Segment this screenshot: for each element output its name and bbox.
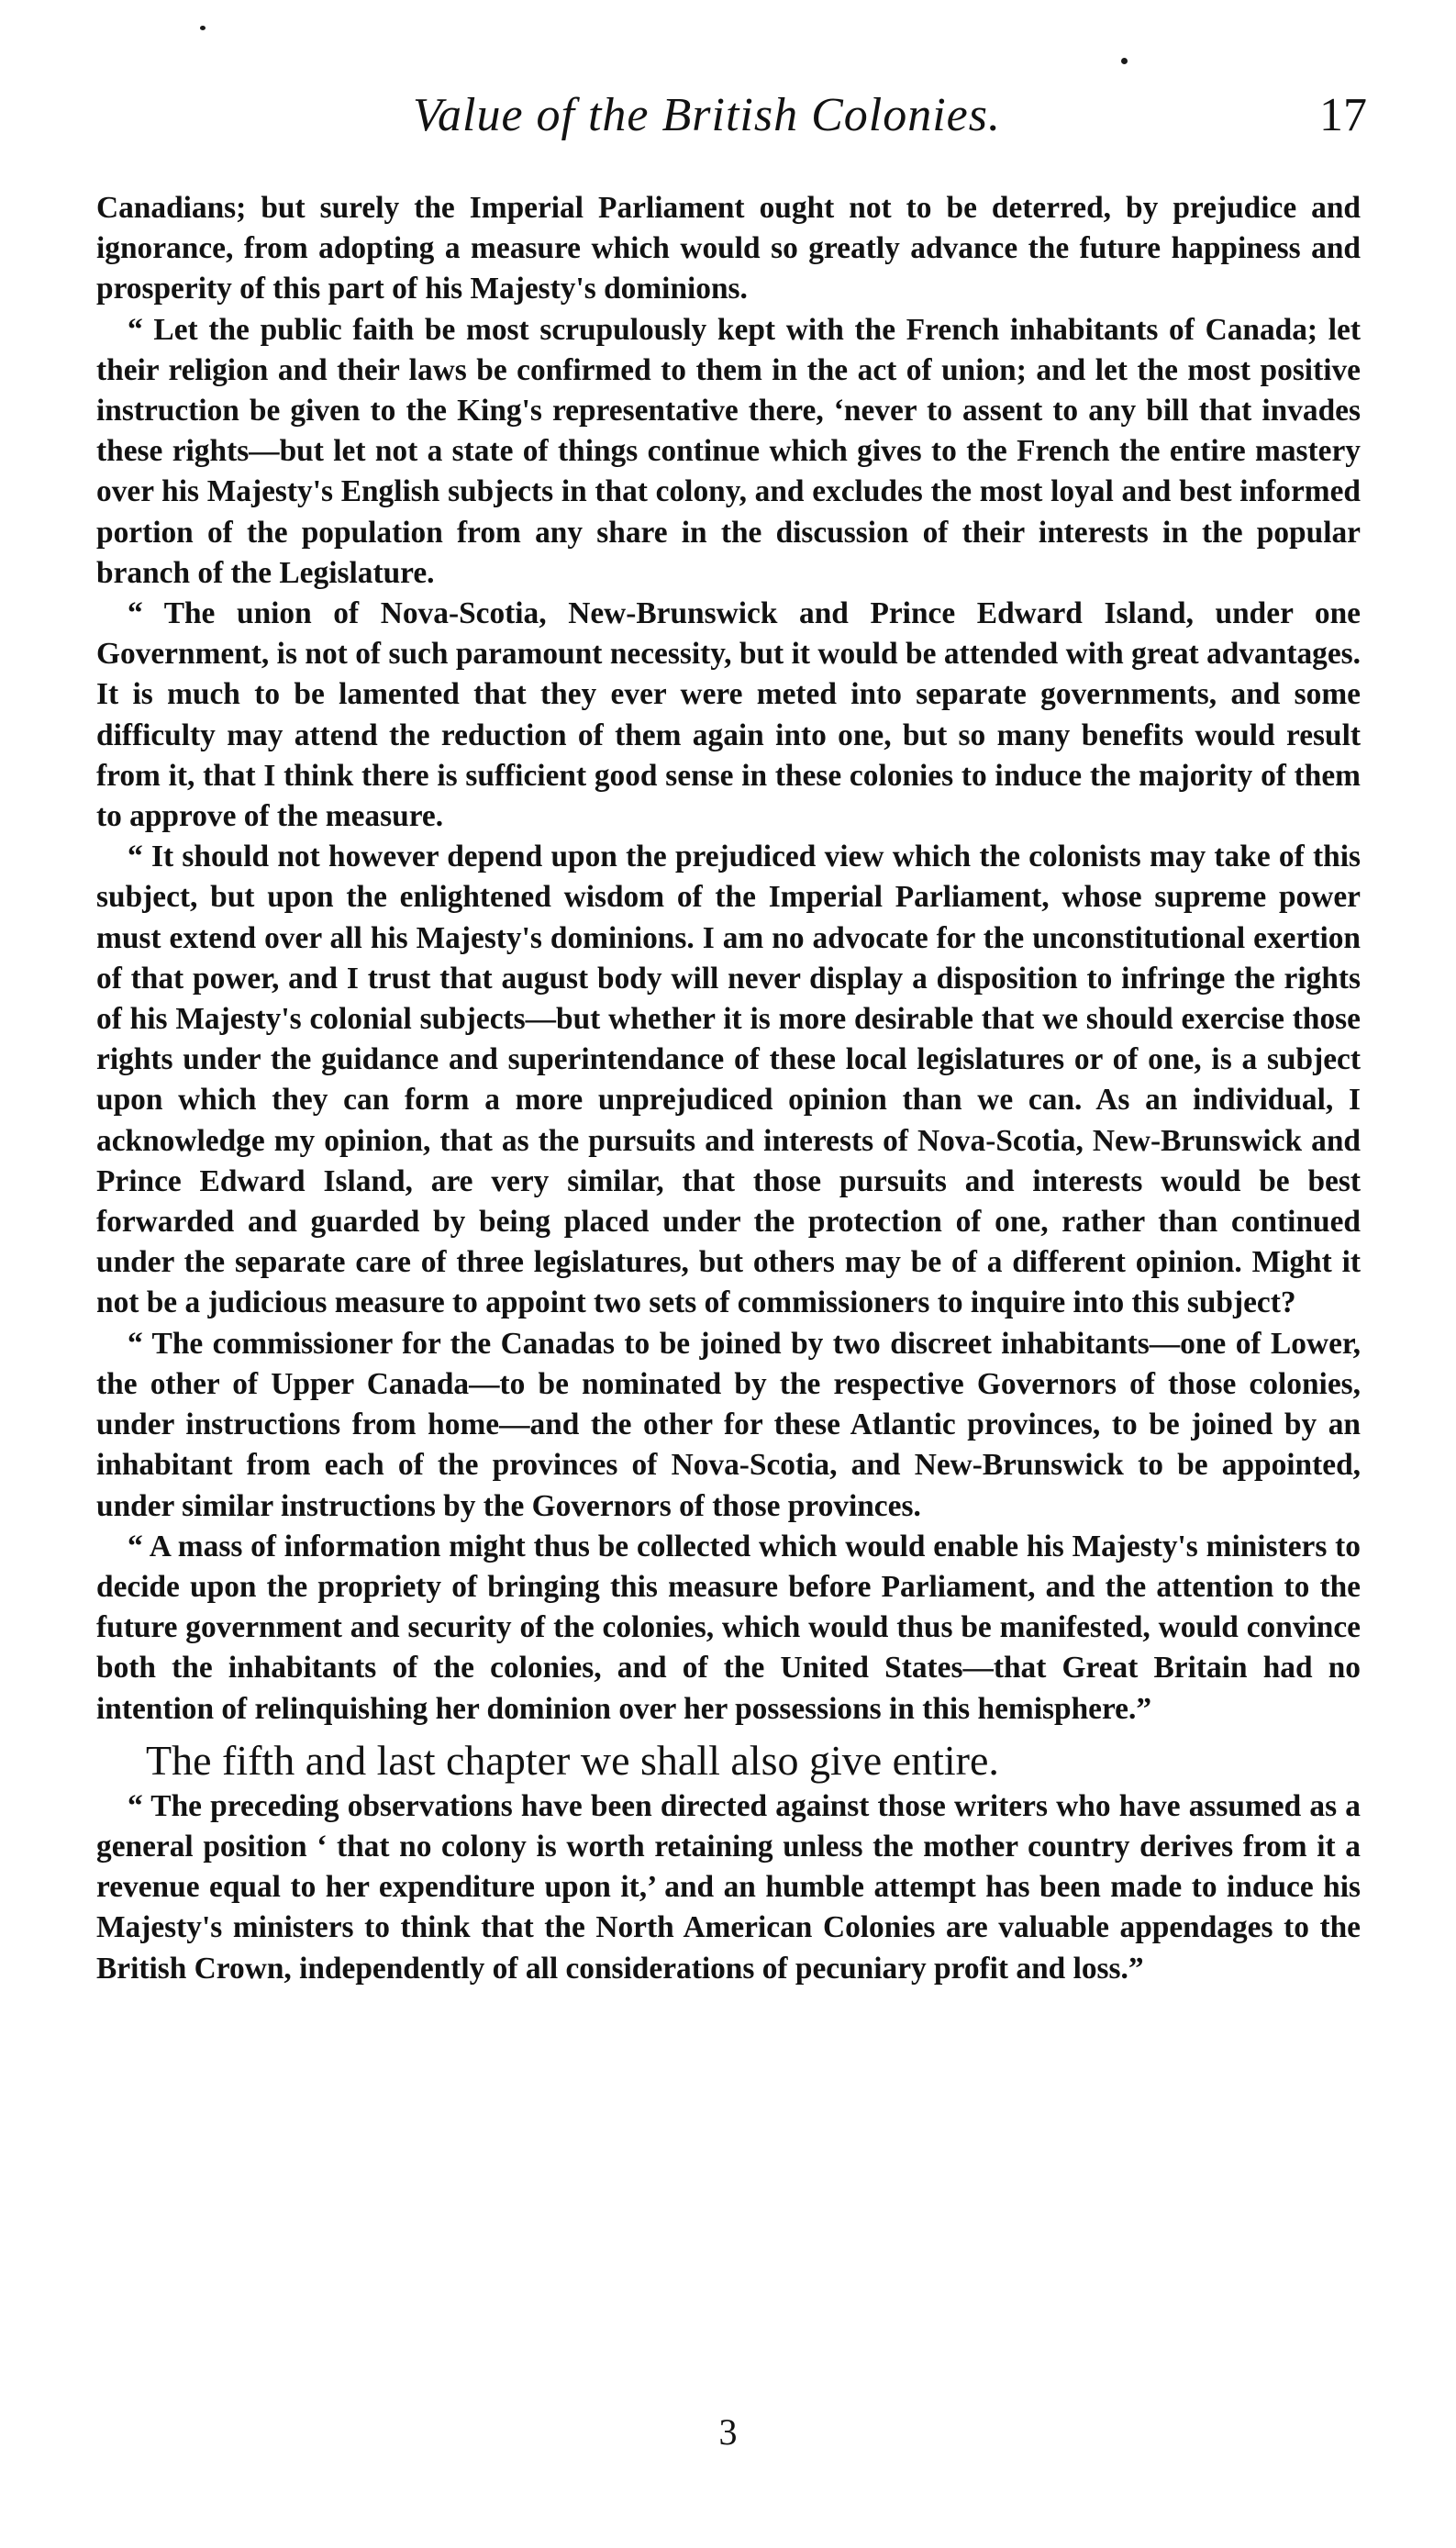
ink-speck bbox=[200, 26, 206, 30]
ink-speck bbox=[1121, 58, 1128, 64]
page-header bbox=[183, 88, 1367, 161]
running-title: Value of the British Colonies. bbox=[413, 89, 1001, 141]
paragraph: Canadians; but surely the Imperial Parliament ought not to be deterred, by prejudice and ignorance, from adopting a measure which would so greatly advance the future happiness and prosperity of this part of his Majesty's dominions. bbox=[96, 191, 1361, 306]
paragraph: “ It should not however depend upon the prejudiced view which the colonists may take of this subject, but upon the enlightened wisdom of the Imperial Parliament, whose supreme power must extend over all his Majesty's dominions. I am no advocate for the unconstitutional exertion of that power, and I trust that august body will never display a disposition to infringe the rights of his Majesty's colonial subjects—but whether it is more desirable that we should exercise those rights under the guidance and superintendance of these local legislatures or of one, is a subject upon which they can form a more unprejudiced opinion than we can. As an individual, I acknowledge my opinion, that as the pursuits and interests of Nova-Scotia, New-Brunswick and Prince Edward Island, are very similar, that those pursuits and interests would be best forwarded and guarded by being placed under the protection of one, rather than continued under the separate care of three legislatures, but others may be of a different opinion. Might it not be a judicious measure to appoint two sets of commissioners to inquire into this subject? bbox=[96, 840, 1361, 1320]
chapter-note: The fifth and last chapter we shall also give entire. bbox=[146, 1736, 999, 1784]
final-paragraph: “ The preceding observations have been directed against those writers who have assumed as a general position ‘ that no colony is worth retaining unless the mother country derives from it a revenue equal to her expenditure upon it,’ and an humble attempt has been made to induce his Majesty's ministers to think that the North American Colonies are valuable appendages to the British Crown, independently of all considerations of pecuniary profit and loss.” bbox=[96, 1788, 1361, 1986]
paragraph: “ A mass of information might thus be collected which would enable his Majesty's ministers to decide upon the propriety of bringing this measure before Parliament, and the attention to the future government and security of the colonies, which would thus be manifested, would convince both the inhabitants of the colonies, and of the United States—that Great Britain had no intention of relinquishing her dominion over her possessions in this hemisphere.” bbox=[96, 1529, 1361, 1726]
paragraph: “ Let the public faith be most scrupulously kept with the French inhabitants of Canada; let their religion and their laws be confirmed to them in the act of union; and let the most positive instruction be given to the King's representative there, ‘never to assent to any bill that invades these rights—but let not a state of things continue which gives to the French the entire mastery over his Majesty's English subjects in that colony, and excludes the most loyal and best informed portion of the population from any share in the discussion of their interests in the popular branch of the Legislature. bbox=[96, 312, 1361, 590]
paragraph: “ The union of Nova-Scotia, New-Brunswick and Prince Edward Island, under one Government, is not of such paramount necessity, but it would be attended with great advantages. It is much to be lamented that they ever were meted into separate governments, and some difficulty may attend the reduction of them again into one, but so many benefits would result from it, that I think there is sufficient good sense in these colonies to induce the majority of them to approve of the measure. bbox=[96, 596, 1361, 834]
page-number: 17 bbox=[1319, 89, 1367, 141]
body-text bbox=[96, 188, 1361, 1989]
signature-mark: 3 bbox=[718, 2411, 738, 2453]
paragraph: “ The commissioner for the Canadas to be joined by two discreet inhabitants—one of Lower, the other of Upper Canada—to be nominated by the respective Governors of those colonies, under instructions from home—and the other for these Atlantic provinces, to be joined by an inhabitant from each of the provinces of Nova-Scotia, and New-Brunswick to be appointed, under similar instructions by the Governors of those provinces. bbox=[96, 1326, 1361, 1523]
